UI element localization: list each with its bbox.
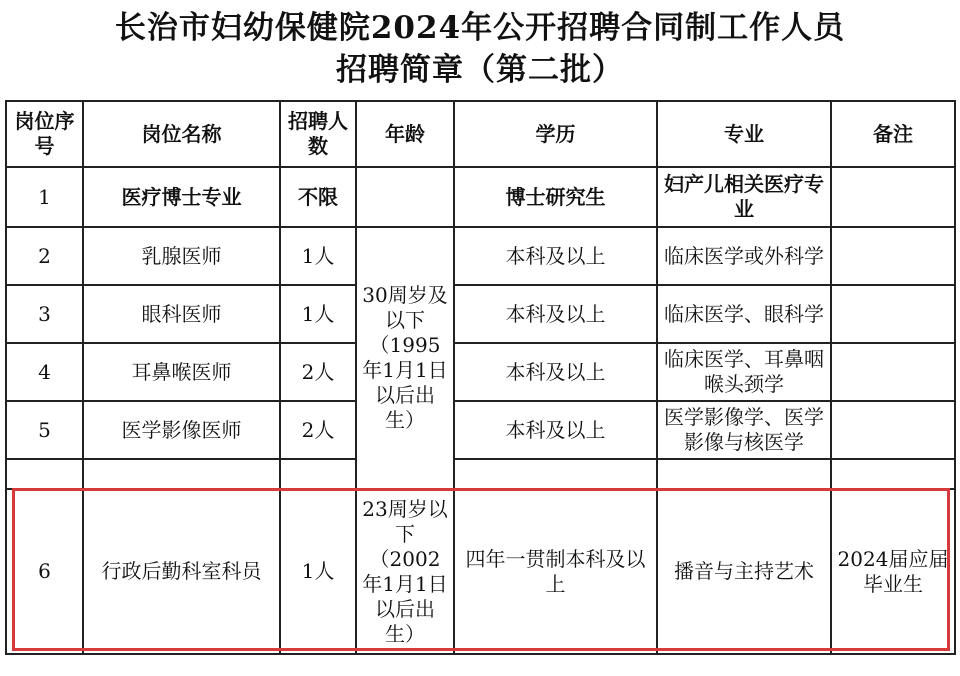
cell-number: 6 xyxy=(6,489,83,654)
cell-headcount: 1人 xyxy=(280,285,356,343)
table-row xyxy=(6,343,955,401)
cell-remarks: 2024届应届毕业生 xyxy=(831,489,955,654)
cell-number: 2 xyxy=(6,227,83,285)
cell-major: 临床医学、耳鼻咽喉头颈学 xyxy=(657,343,831,401)
cell-empty xyxy=(657,459,831,489)
cell-major: 临床医学或外科学 xyxy=(657,227,831,285)
cell-remarks xyxy=(831,167,955,227)
table-header-row xyxy=(6,101,955,167)
recruitment-table xyxy=(5,100,956,655)
cell-position-name: 行政后勤科室科员 xyxy=(83,489,280,654)
cell-major: 临床医学、眼科学 xyxy=(657,285,831,343)
cell-major: 妇产儿相关医疗专业 xyxy=(657,167,831,227)
cell-remarks xyxy=(831,343,955,401)
cell-number: 4 xyxy=(6,343,83,401)
header-major: 专业 xyxy=(657,101,831,167)
table-row-highlighted xyxy=(6,489,955,654)
header-education: 学历 xyxy=(454,101,657,167)
cell-position-name: 眼科医师 xyxy=(83,285,280,343)
cell-empty xyxy=(831,459,955,489)
cell-number: 3 xyxy=(6,285,83,343)
doc-title-line1: 长治市妇幼保健院2024年公开招聘合同制工作人员 xyxy=(114,10,846,46)
cell-education: 本科及以上 xyxy=(454,343,657,401)
cell-remarks xyxy=(831,227,955,285)
cell-headcount: 2人 xyxy=(280,343,356,401)
table-row xyxy=(6,285,955,343)
table-row xyxy=(6,401,955,459)
cell-headcount: 不限 xyxy=(280,167,356,227)
cell-education: 本科及以上 xyxy=(454,227,657,285)
cell-education: 博士研究生 xyxy=(454,167,657,227)
cell-empty xyxy=(6,459,83,489)
cell-empty xyxy=(454,459,657,489)
cell-remarks xyxy=(831,285,955,343)
cell-number: 5 xyxy=(6,401,83,459)
doc-title-line2: 招聘简章（第二批） xyxy=(336,52,624,88)
cell-remarks xyxy=(831,401,955,459)
cell-position-name: 医疗博士专业 xyxy=(83,167,280,227)
cell-empty xyxy=(83,459,280,489)
cell-education: 本科及以上 xyxy=(454,401,657,459)
cell-age xyxy=(356,167,454,227)
header-headcount: 招聘人数 xyxy=(280,101,356,167)
cell-position-name: 耳鼻喉医师 xyxy=(83,343,280,401)
cell-education: 四年一贯制本科及以上 xyxy=(454,489,657,654)
cell-headcount: 1人 xyxy=(280,227,356,285)
cell-age-shared: 30周岁及以下（1995年1月1日以后出生） xyxy=(356,227,454,489)
cell-position-name: 医学影像医师 xyxy=(83,401,280,459)
table-row xyxy=(6,227,955,285)
cell-headcount: 2人 xyxy=(280,401,356,459)
header-position-number: 岗位序号 xyxy=(6,101,83,167)
table-row xyxy=(6,167,955,227)
header-remarks: 备注 xyxy=(831,101,955,167)
cell-empty xyxy=(280,459,356,489)
cell-major: 医学影像学、医学影像与核医学 xyxy=(657,401,831,459)
cell-age: 23周岁以下（2002年1月1日以后出生） xyxy=(356,489,454,654)
cell-headcount: 1人 xyxy=(280,489,356,654)
cell-education: 本科及以上 xyxy=(454,285,657,343)
table-spacer-row xyxy=(6,459,955,489)
cell-position-name: 乳腺医师 xyxy=(83,227,280,285)
header-age: 年龄 xyxy=(356,101,454,167)
header-position-name: 岗位名称 xyxy=(83,101,280,167)
cell-number: 1 xyxy=(6,167,83,227)
cell-major: 播音与主持艺术 xyxy=(657,489,831,654)
